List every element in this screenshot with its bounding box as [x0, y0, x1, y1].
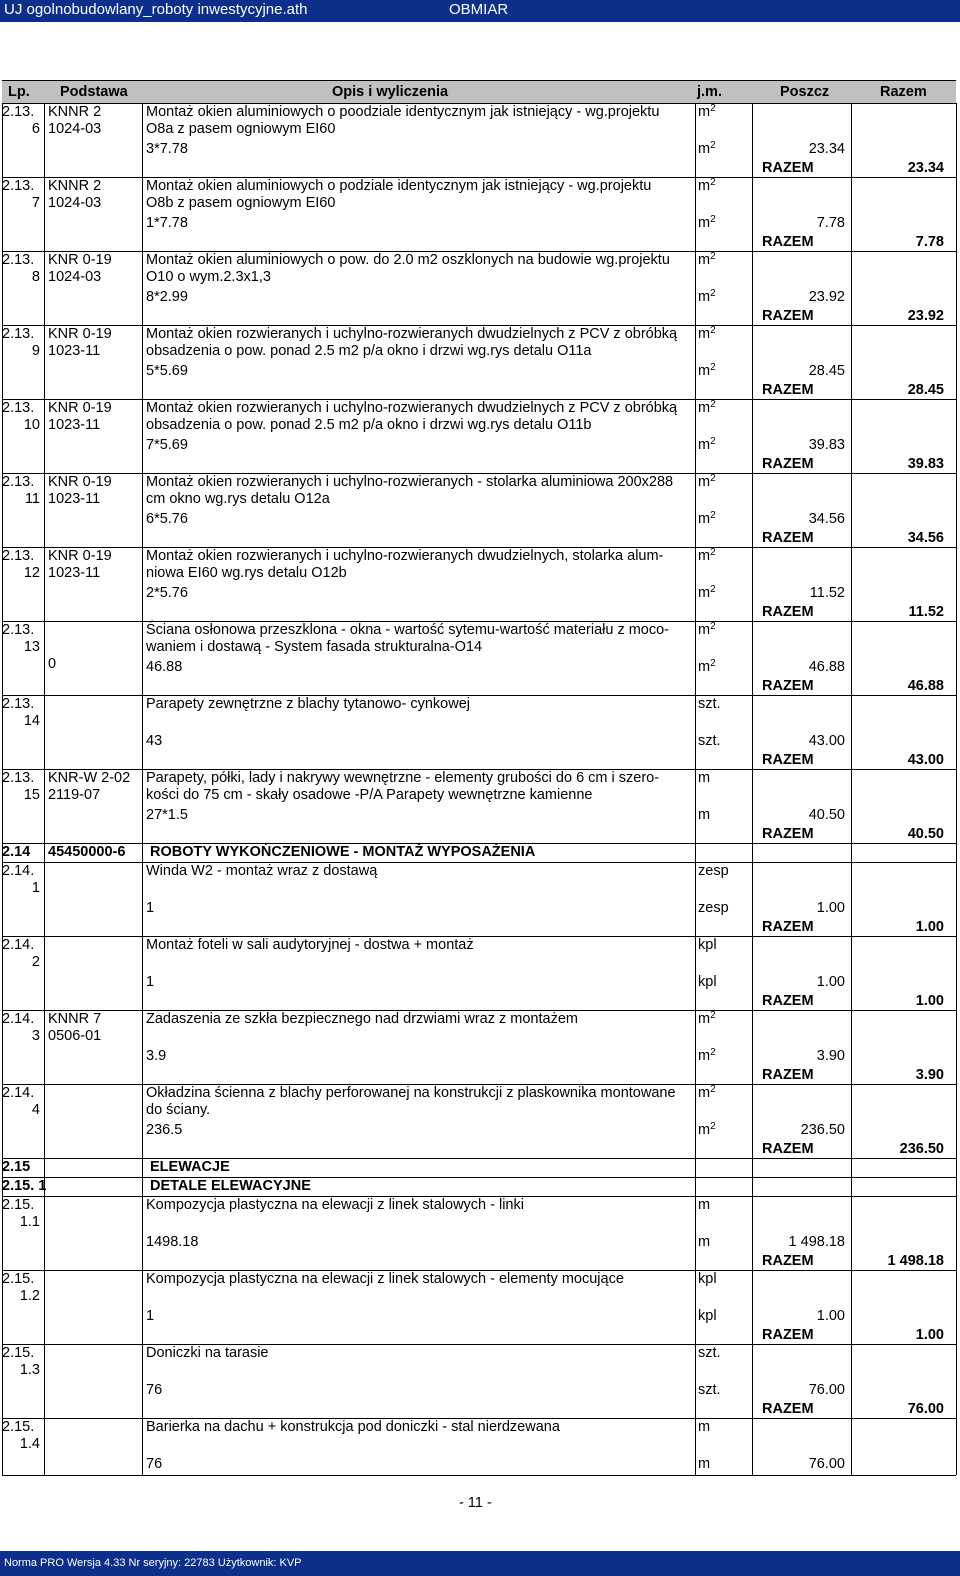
item-subnumber: 1.1: [19, 1214, 40, 1230]
basis-code: 1023-11: [48, 565, 101, 581]
basis-code: KNR 0-19: [48, 400, 112, 416]
calculation: 76: [146, 1456, 163, 1472]
basis-code: 2119-07: [48, 787, 101, 803]
calculation: 1: [146, 900, 155, 916]
description-line: Kompozycja plastyczna na elewacji z linek stalowych - elementy mocujące: [146, 1271, 624, 1287]
description-line: O10 o wym.2.3x1,3: [146, 269, 271, 285]
calculation: 27*1.5: [146, 807, 188, 823]
description-line: O8a z pasem ogniowym EI60: [146, 121, 336, 137]
header-razem: Razem: [880, 84, 927, 100]
partial-total: 236.50: [800, 1122, 845, 1138]
basis-code: KNNR 7: [48, 1011, 102, 1027]
description-line: Montaż foteli w sali audytoryjnej - dostwa + montaż: [146, 937, 474, 953]
total-label: RAZEM: [762, 456, 814, 472]
partial-total: 76.00: [808, 1456, 845, 1472]
document-title: UJ ogolnobudowlany_roboty inwestycyjne.ath: [4, 1, 308, 18]
item-subnumber: 9: [31, 343, 40, 359]
item-subnumber: 11: [24, 491, 40, 507]
partial-total: 1.00: [816, 1308, 845, 1324]
total-value: 1.00: [915, 1327, 944, 1343]
description-line: Montaż okien rozwieranych i uchylno-rozwieranych dwudzielnych, stolarka alum-: [146, 548, 664, 564]
total-label: RAZEM: [762, 1253, 814, 1269]
unit: m: [698, 807, 711, 823]
calculation: 3*7.78: [146, 141, 188, 157]
description-line: Kompozycja plastyczna na elewacji z linek stalowych - linki: [146, 1197, 524, 1213]
row-divider: [2, 1158, 956, 1159]
section-number: 2.15: [2, 1159, 31, 1175]
basis-code: 0506-01: [48, 1028, 102, 1044]
total-label: RAZEM: [762, 993, 814, 1009]
section-title: ELEWACJE: [150, 1159, 230, 1175]
page-number: - 11 -: [459, 1495, 492, 1511]
unit: kpl: [698, 1271, 717, 1287]
total-value: 3.90: [915, 1067, 944, 1083]
total-label: RAZEM: [762, 530, 814, 546]
unit: $m^2$: [698, 177, 716, 194]
section-title: ROBOTY WYKOŃCZENIOWE - MONTAŻ WYPOSAŻENIA: [150, 844, 536, 860]
total-value: 7.78: [915, 234, 944, 250]
description-line: cm okno wg.rys detalu O12a: [146, 491, 330, 507]
total-value: 1.00: [915, 993, 944, 1009]
window-title-bar: [0, 0, 960, 22]
unit: $m^2$: [698, 140, 716, 157]
column-divider: [142, 103, 143, 1475]
unit: $m^2$: [698, 103, 716, 120]
item-number: 2.15.: [2, 1271, 35, 1287]
basis-code: 1023-11: [48, 491, 101, 507]
unit: $m^2$: [698, 362, 716, 379]
row-divider: [2, 1475, 956, 1476]
basis-code: 1024-03: [48, 121, 102, 137]
unit: szt.: [698, 733, 721, 749]
total-value: 11.52: [908, 604, 944, 620]
description-line: Montaż okien aluminiowych o podziale identycznym jak istniejący - wg.projektu: [146, 178, 652, 194]
unit: $m^2$: [698, 288, 716, 305]
column-divider: [2, 103, 3, 1475]
unit: $m^2$: [698, 325, 716, 342]
partial-total: 39.83: [808, 437, 845, 453]
column-divider: [956, 103, 957, 1475]
unit: m: [698, 1234, 711, 1250]
unit: m: [698, 1456, 711, 1472]
description-line: obsadzenia o pow. ponad 2.5 m2 p/a okno i drzwi wg.rys detalu O11b: [146, 417, 592, 433]
basis-code: 1023-11: [48, 343, 101, 359]
description-line: Montaż okien rozwieranych i uchylno-rozwieranych - stolarka aluminiowa 200x288: [146, 474, 674, 490]
calculation: 2*5.76: [146, 585, 188, 601]
header-lp: Lp.: [8, 84, 30, 100]
total-value: 23.34: [907, 160, 944, 176]
basis-code: KNR-W 2-02: [48, 770, 131, 786]
column-divider: [851, 103, 852, 1475]
calculation: 5*5.69: [146, 363, 188, 379]
item-number: 2.13.: [2, 622, 35, 638]
item-subnumber: 1: [31, 880, 40, 896]
section-number: 2.15. 1: [2, 1178, 47, 1194]
item-subnumber: 4: [31, 1102, 40, 1118]
total-label: RAZEM: [762, 604, 814, 620]
unit: kpl: [698, 937, 717, 953]
unit: $m^2$: [698, 251, 716, 268]
description-line: kości do 75 cm - skały osadowe -P/A Parapety wewnętrzne kamienne: [146, 787, 593, 803]
total-label: RAZEM: [762, 382, 814, 398]
calculation: 3.9: [146, 1048, 167, 1064]
item-number: 2.14.: [2, 937, 35, 953]
item-subnumber: 1.4: [19, 1436, 40, 1452]
item-number: 2.14.: [2, 1085, 35, 1101]
total-label: RAZEM: [762, 308, 814, 324]
item-subnumber: 2: [31, 954, 40, 970]
total-value: 39.83: [907, 456, 944, 472]
total-value: 236.50: [899, 1141, 944, 1157]
unit: $m^2$: [698, 1084, 716, 1101]
unit: $m^2$: [698, 621, 716, 638]
item-number: 2.15.: [2, 1345, 35, 1361]
total-label: RAZEM: [762, 1141, 814, 1157]
description-line: Zadaszenia ze szkła bezpiecznego nad drzwiami wraz z montażem: [146, 1011, 578, 1027]
partial-total: 23.92: [808, 289, 845, 305]
description-line: Montaż okien rozwieranych i uchylno-rozwieranych dwudzielnych z PCV z obróbką: [146, 400, 678, 416]
calculation: 1: [146, 1308, 155, 1324]
item-subnumber: 13: [23, 639, 40, 655]
unit: zesp: [698, 863, 729, 879]
total-label: RAZEM: [762, 919, 814, 935]
item-number: 2.13.: [2, 326, 35, 342]
unit: $m^2$: [698, 473, 716, 490]
total-value: 1.00: [915, 919, 944, 935]
unit: zesp: [698, 900, 729, 916]
item-number: 2.15.: [2, 1197, 35, 1213]
unit: $m^2$: [698, 658, 716, 675]
item-number: 2.14.: [2, 863, 35, 879]
item-subnumber: 8: [31, 269, 40, 285]
item-subnumber: 1.3: [19, 1362, 40, 1378]
description-line: Doniczki na tarasie: [146, 1345, 269, 1361]
item-number: 2.13.: [2, 770, 35, 786]
unit: m: [698, 1197, 711, 1213]
item-number: 2.15.: [2, 1419, 35, 1435]
item-number: 2.13.: [2, 548, 35, 564]
description-line: Barierka na dachu + konstrukcja pod doniczki - stal nierdzewana: [146, 1419, 560, 1435]
unit: $m^2$: [698, 584, 716, 601]
total-label: RAZEM: [762, 752, 814, 768]
partial-total: 7.78: [816, 215, 845, 231]
calculation: 1498.18: [146, 1234, 199, 1250]
section-number: 2.14: [2, 844, 31, 860]
calculation: 1: [146, 974, 155, 990]
total-value: 43.00: [907, 752, 944, 768]
basis-code: 1024-03: [48, 195, 102, 211]
total-label: RAZEM: [762, 234, 814, 250]
section-title: DETALE ELEWACYJNE: [150, 1178, 311, 1194]
item-number: 2.13.: [2, 696, 35, 712]
unit: szt.: [698, 696, 721, 712]
partial-total: 1.00: [816, 900, 845, 916]
partial-total: 11.52: [809, 585, 845, 601]
calculation: 236.5: [146, 1122, 183, 1138]
partial-total: 40.50: [808, 807, 845, 823]
description-line: Winda W2 - montaż wraz z dostawą: [146, 863, 378, 879]
basis-code: KNNR 2: [48, 104, 102, 120]
total-value: 1 498.18: [887, 1253, 944, 1269]
item-number: 2.13.: [2, 400, 35, 416]
partial-total: 43.00: [808, 733, 845, 749]
calculation: 7*5.69: [146, 437, 188, 453]
calculation: 43: [146, 733, 163, 749]
basis-code: KNR 0-19: [48, 474, 112, 490]
item-subnumber: 7: [31, 195, 40, 211]
unit: $m^2$: [698, 214, 716, 231]
section-code: 45450000-6: [48, 844, 126, 860]
total-label: RAZEM: [762, 160, 814, 176]
item-subnumber: 3: [31, 1028, 40, 1044]
total-label: RAZEM: [762, 678, 814, 694]
basis-code: 1024-03: [48, 269, 102, 285]
calculation: 8*2.99: [146, 289, 188, 305]
item-number: 2.14.: [2, 1011, 35, 1027]
description-line: waniem i dostawą - System fasada strukturalna-O14: [146, 639, 483, 655]
item-subnumber: 10: [23, 417, 40, 433]
calculation: 76: [146, 1382, 163, 1398]
partial-total: 23.34: [808, 141, 845, 157]
partial-total: 1 498.18: [788, 1234, 845, 1250]
total-label: RAZEM: [762, 1067, 814, 1083]
description-line: Montaż okien rozwieranych i uchylno-rozwieranych dwudzielnych z PCV z obróbką: [146, 326, 678, 342]
description-line: Parapety, półki, lady i nakrywy wewnętrzne - elementy grubości do 6 cm i szero-: [146, 770, 660, 786]
footer-bar: [0, 1551, 960, 1576]
description-line: Montaż okien aluminiowych o pow. do 2.0 m2 oszklonych na budowie wg.projektu: [146, 252, 670, 268]
total-value: 34.56: [907, 530, 944, 546]
header-poszcz: Poszcz: [780, 84, 830, 100]
item-subnumber: 12: [23, 565, 40, 581]
description-line: obsadzenia o pow. ponad 2.5 m2 p/a okno i drzwi wg.rys detalu O11a: [146, 343, 592, 359]
item-number: 2.13.: [2, 178, 35, 194]
header-opis: Opis i wyliczenia: [332, 84, 449, 100]
unit: $m^2$: [698, 547, 716, 564]
item-subnumber: 15: [23, 787, 40, 803]
header-jm: j.m.: [697, 84, 722, 100]
column-divider: [695, 103, 696, 1475]
unit: $m^2$: [698, 436, 716, 453]
item-subnumber: 6: [31, 121, 40, 137]
basis-code: KNR 0-19: [48, 252, 112, 268]
description-line: O8b z pasem ogniowym EI60: [146, 195, 336, 211]
unit: $m^2$: [698, 399, 716, 416]
description-line: Okładzina ścienna z blachy perforowanej na konstrukcji z plaskownika montowane: [146, 1085, 676, 1101]
section-title: OBMIAR: [449, 1, 509, 18]
footer-text: Norma PRO Wersja 4.33 Nr seryjny: 22783 Użytkownik: KVP: [4, 1557, 302, 1569]
table-header: [2, 80, 956, 104]
unit: szt.: [698, 1345, 721, 1361]
unit: $m^2$: [698, 1010, 716, 1027]
item-subnumber: 1.2: [19, 1288, 40, 1304]
description-line: Ściana osłonowa przeszklona - okna - wartość sytemu-wartość materiału z moco-: [146, 622, 670, 638]
partial-total: 76.00: [808, 1382, 845, 1398]
partial-total: 28.45: [808, 363, 845, 379]
calculation: 6*5.76: [146, 511, 188, 527]
column-divider: [44, 103, 45, 1475]
calculation: 1*7.78: [146, 215, 188, 231]
total-value: 40.50: [907, 826, 944, 842]
partial-total: 34.56: [808, 511, 845, 527]
total-value: 23.92: [907, 308, 944, 324]
item-number: 2.13.: [2, 252, 35, 268]
item-subnumber: 14: [23, 713, 40, 729]
unit: $m^2$: [698, 1121, 716, 1138]
unit: $m^2$: [698, 1047, 716, 1064]
total-label: RAZEM: [762, 826, 814, 842]
unit: kpl: [698, 974, 717, 990]
partial-total: 1.00: [816, 974, 845, 990]
total-value: 28.45: [907, 382, 944, 398]
header-podstawa: Podstawa: [60, 84, 128, 100]
description-line: niowa EI60 wg.rys detalu O12b: [146, 565, 347, 581]
total-label: RAZEM: [762, 1327, 814, 1343]
row-divider: [2, 1177, 956, 1178]
description-line: Montaż okien aluminiowych o poodziale identycznym jak istniejący - wg.projektu: [146, 104, 660, 120]
partial-total: 3.90: [816, 1048, 845, 1064]
basis-code: 0: [48, 656, 57, 672]
basis-code: KNNR 2: [48, 178, 102, 194]
total-value: 46.88: [907, 678, 944, 694]
unit: kpl: [698, 1308, 717, 1324]
calculation: 46.88: [146, 659, 183, 675]
unit: szt.: [698, 1382, 721, 1398]
basis-code: KNR 0-19: [48, 326, 112, 342]
total-label: RAZEM: [762, 1401, 814, 1417]
description-line: Parapety zewnętrzne z blachy tytanowo- cynkowej: [146, 696, 470, 712]
column-divider: [752, 103, 753, 1475]
basis-code: KNR 0-19: [48, 548, 112, 564]
description-line: do ściany.: [146, 1102, 211, 1118]
item-number: 2.13.: [2, 474, 35, 490]
item-number: 2.13.: [2, 104, 35, 120]
total-value: 76.00: [907, 1401, 944, 1417]
unit: m: [698, 1419, 711, 1435]
unit: m: [698, 770, 711, 786]
unit: $m^2$: [698, 510, 716, 527]
basis-code: 1023-11: [48, 417, 101, 433]
partial-total: 46.88: [808, 659, 845, 675]
